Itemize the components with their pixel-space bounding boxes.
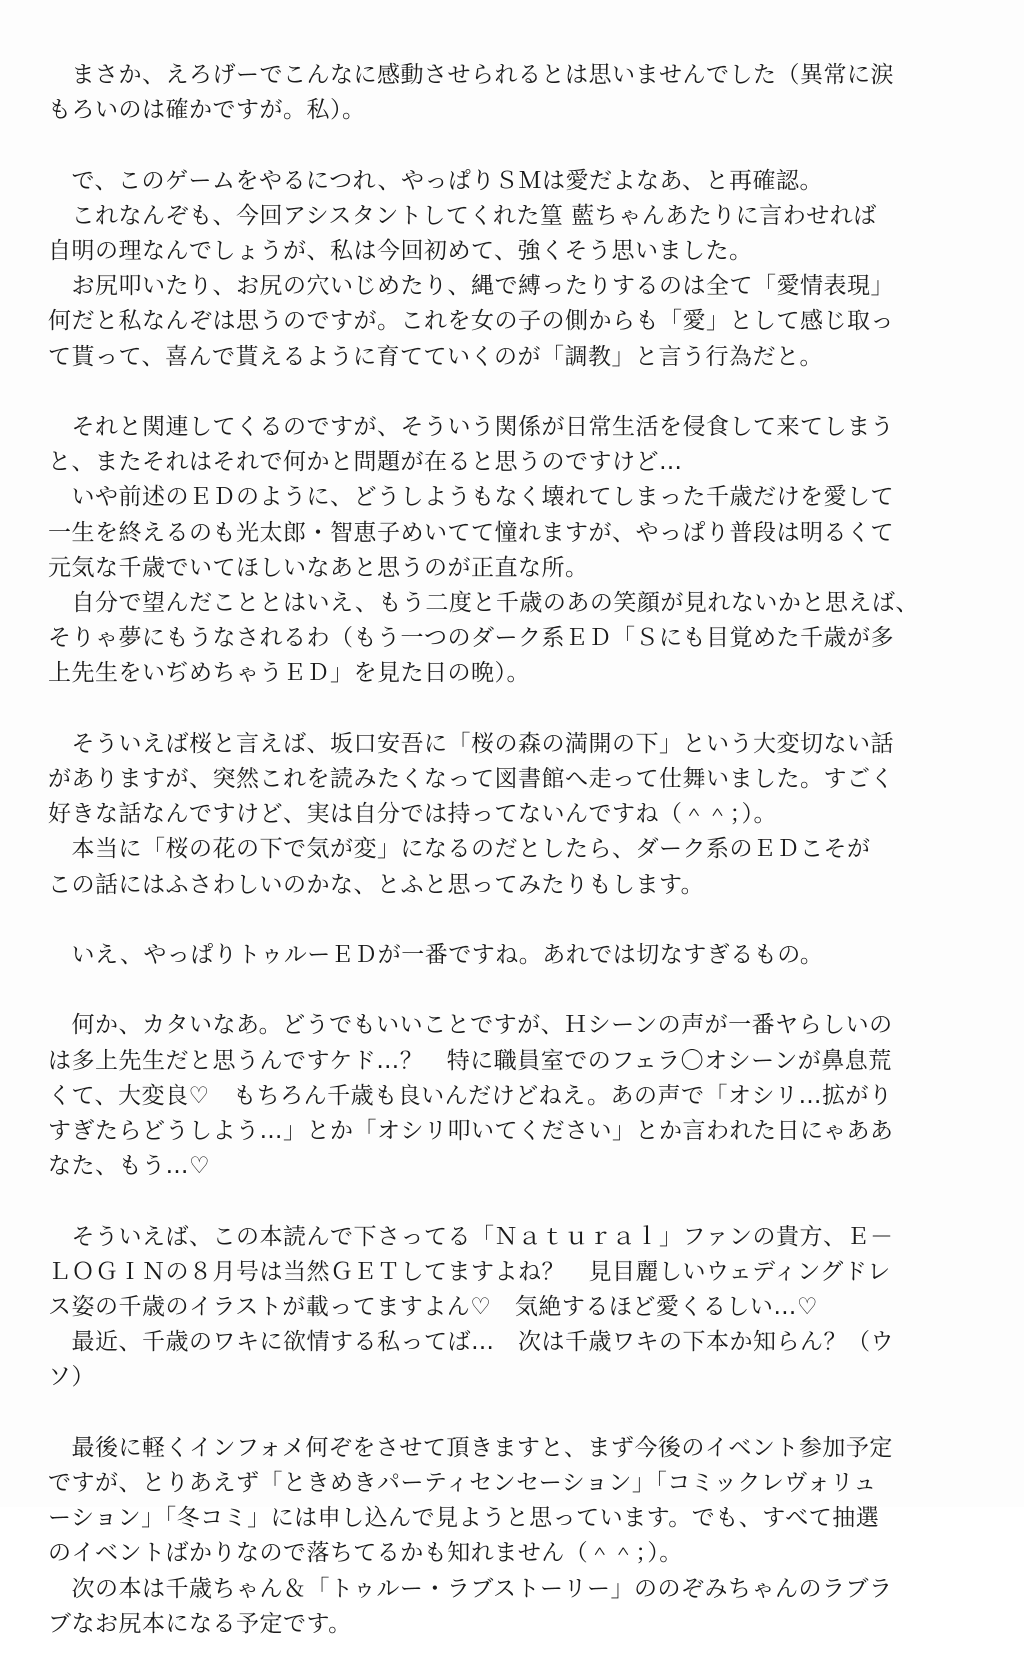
text-line: 何か、カタいなあ。どうでもいいことですが、Ｈシーンの声が一番ヤらしいの <box>48 1012 893 1039</box>
text-line: 本当に「桜の花の下で気が変」になるのだとしたら、ダーク系のＥＤこそが <box>48 836 871 863</box>
text-line: がありますが、突然これを読みたくなって図書館へ走って仕舞いました。すごく <box>48 766 894 793</box>
text-line: お尻叩いたり、お尻の穴いじめたり、縄で縛ったりするのは全て「愛情表現」 <box>48 273 894 300</box>
text-line: なた、もう…♡ <box>48 1153 211 1180</box>
text-line: 最近、千歳のワキに欲情する私ってば… 次は千歳ワキの下本か知らん？（ウ <box>48 1329 894 1356</box>
text-line: くて、大変良♡ もちろん千歳も良いんだけどねえ。あの声で「オシリ…拡がり <box>48 1082 893 1109</box>
paragraph <box>48 164 978 375</box>
text-line: 自明の理なんでしょうが、私は今回初めて、強くそう思いました。 <box>48 238 753 264</box>
text-line: と、またそれはそれで何かと問題が在ると思うのですけど… <box>48 449 683 476</box>
text-line: これなんぞも、今回アシスタントしてくれた篁 藍ちゃんあたりに言わせれば <box>48 202 877 229</box>
text-line: そういえば桜と言えば、坂口安吾に「桜の森の満開の下」という大変切ない話 <box>48 730 894 757</box>
text-line: ソ） <box>48 1364 95 1391</box>
text-line: ーション」「冬コミ」には申し込んで見ようと思っています。でも、すべて抽選 <box>48 1505 880 1532</box>
text-line: ス姿の千歳のイラストが載ってますよん♡ 気絶するほど愛くるしい…♡ <box>48 1294 819 1321</box>
text-line: この話にはふさわしいのかな、とふと思ってみたりもします。 <box>48 871 705 898</box>
paragraph <box>48 58 978 128</box>
text-line: そりゃ夢にもうなされるわ（もう一つのダーク系ＥＤ「Ｓにも目覚めた千歳が多 <box>48 625 894 652</box>
text-line: まさか、えろげーでこんなに感動させられるとは思いませんでした（異常に涙 <box>48 62 894 88</box>
text-line: 何だと私なんぞは思うのですが。これを女の子の側からも「愛」として感じ取っ <box>48 308 894 335</box>
text-line: 自分で望んだこととはいえ、もう二度と千歳のあの笑顔が見れないかと思えば、 <box>48 590 919 617</box>
text-line: 最後に軽くインフォメ何ぞをさせて頂きますと、まず今後のイベント参加予定 <box>48 1434 893 1461</box>
body-text <box>48 58 978 1677</box>
text-line: ＬＯＧＩＮの８月号は当然ＧＥＴしてますよね？ 見目麗しいウェディングドレ <box>48 1258 891 1285</box>
paragraph <box>48 727 978 903</box>
text-line: 一生を終えるのも光太郎・智恵子めいてて憧れますが、やっぱり普段は明るくて <box>48 519 894 546</box>
text-line: 元気な千歳でいてほしいなあと思うのが正直な所。 <box>48 554 589 581</box>
text-line: 上先生をいぢめちゃうＥＤ」を見た日の晩）。 <box>48 660 530 687</box>
paragraph <box>48 1220 978 1396</box>
text-line: 次の本は千歳ちゃん＆「トゥルー・ラブストーリー」ののぞみちゃんのラブラ <box>48 1575 893 1602</box>
text-line: 好きな話なんですけど、実は自分では持ってないんですね（＾＾；）。 <box>48 801 777 828</box>
paragraph <box>48 410 978 692</box>
text-line: ブなお尻本になる予定です。 <box>48 1610 352 1637</box>
text-line: いや前述のＥＤのように、どうしようもなく壊れてしまった千歳だけを愛して <box>48 484 894 511</box>
text-line: もろいのは確かですが。私）。 <box>48 97 366 124</box>
text-line: そういえば、この本読んで下さってる「Ｎａｔｕｒａｌ」ファンの貴方、Ｅ－ <box>48 1223 894 1250</box>
text-line: て貰って、喜んで貰えるように育てていくのが「調教」と言う行為だと。 <box>48 343 824 370</box>
text-line: それと関連してくるのですが、そういう関係が日常生活を侵食して来てしまう <box>48 414 894 440</box>
text-line: いえ、やっぱりトゥルーＥＤが一番ですね。あれでは切なすぎるもの。 <box>48 942 824 969</box>
paragraph <box>48 938 978 973</box>
text-line: は多上先生だと思うんですケド…？ 特に職員室でのフェラ〇オシーンが鼻息荒 <box>48 1047 892 1074</box>
paragraph <box>48 1008 978 1184</box>
paragraph <box>48 1431 978 1642</box>
text-line: すぎたらどうしよう…」とか「オシリ叩いてください」とか言われた日にゃああ <box>48 1118 894 1145</box>
text-line: で、このゲームをやるにつれ、やっぱりＳＭは愛だよなあ、と再確認。 <box>48 167 824 194</box>
text-line: のイベントばかりなので落ちてるかも知れません（＾＾；）。 <box>48 1540 683 1567</box>
text-line: ですが、とりあえず「ときめきパーティセンセーション」「コミックレヴォリュ <box>48 1470 877 1497</box>
